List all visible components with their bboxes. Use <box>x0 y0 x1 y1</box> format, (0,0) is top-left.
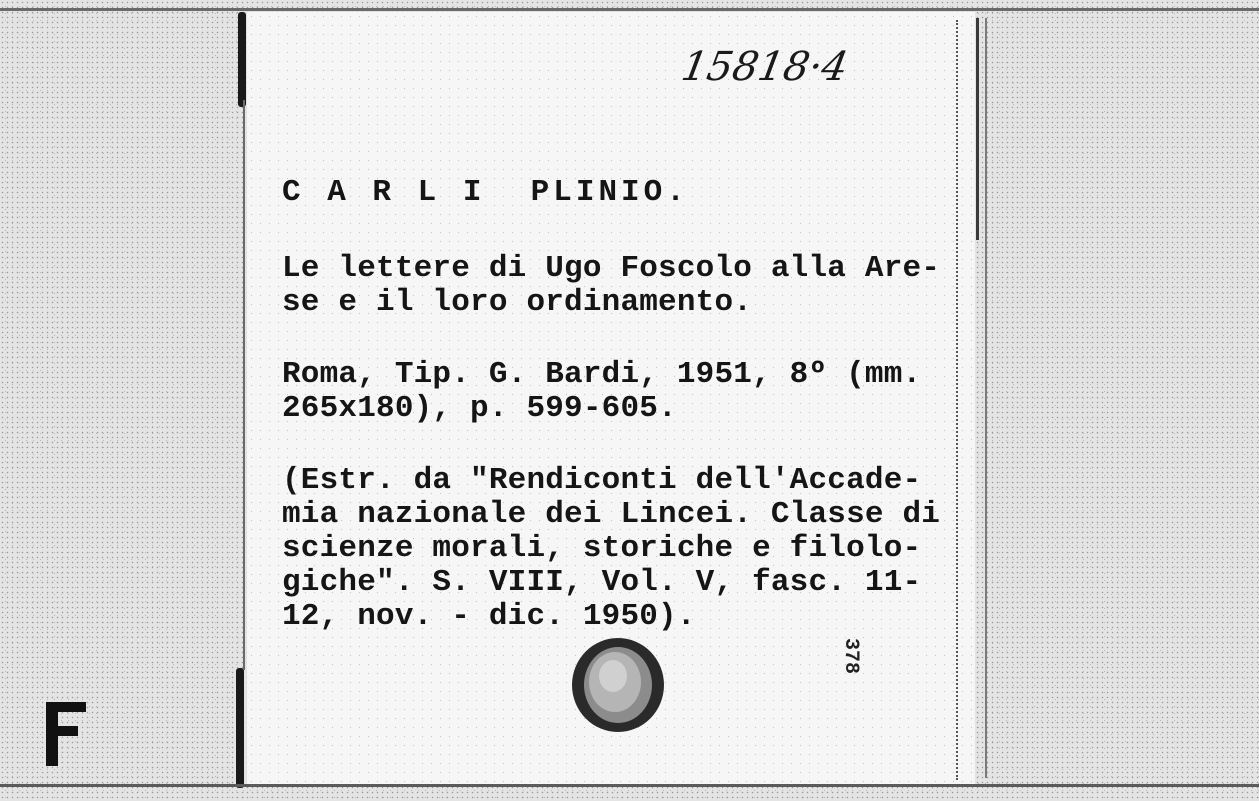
title-line-2: se e il loro ordinamento. <box>282 285 753 320</box>
note-line-5: 12, nov. - dic. 1950). <box>282 599 696 634</box>
left-binding-bar <box>238 12 246 107</box>
author-heading: C A R L I PLINIO. <box>282 175 689 210</box>
card-left-edge <box>243 100 245 670</box>
imprint-line-1: Roma, Tip. G. Bardi, 1951, 8º (mm. <box>282 357 922 392</box>
bottom-border <box>0 784 1259 787</box>
side-number: 378 <box>839 638 862 675</box>
note-line-4: giche". S. VIII, Vol. V, fasc. 11- <box>282 565 922 600</box>
top-border <box>0 8 1259 11</box>
note-line-1: (Estr. da "Rendiconti dell'Accade- <box>282 463 922 498</box>
shelfmark-number: 15818·4 <box>677 44 852 90</box>
card-right-edge-thin <box>985 18 987 778</box>
card-dotted-margin <box>956 20 958 780</box>
note-line-3: scienze morali, storiche e filolo- <box>282 531 922 566</box>
imprint-line-2: 265x180), p. 599-605. <box>282 391 677 426</box>
note-line-2: mia nazionale dei Lincei. Classe di <box>282 497 941 532</box>
title-line-1: Le lettere di Ugo Foscolo alla Are- <box>282 251 941 286</box>
left-binding-bar-lower <box>236 668 244 788</box>
card-right-edge <box>976 18 979 240</box>
letter-f-mark-icon <box>42 700 90 768</box>
punch-hole-icon <box>570 636 666 734</box>
